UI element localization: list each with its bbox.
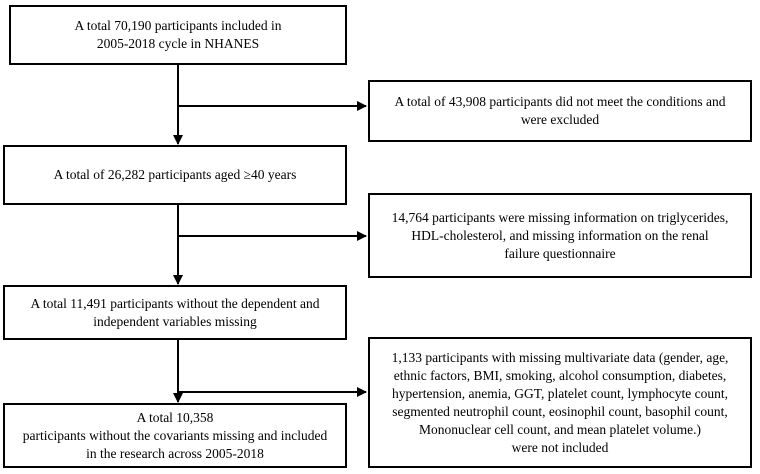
exclusion-text: ethnic factors, BMI, smoking, alcohol consumption, diabetes, (393, 367, 727, 383)
exclusion-box-conditions (368, 80, 752, 142)
exclusion-box-multivariate (368, 337, 752, 468)
step-box-variables (3, 285, 347, 340)
step-text: participants without the covariants missing and included (22, 427, 328, 443)
step-box-final (3, 403, 347, 468)
exclusion-text: segmented neutrophil count, eosinophil count, basophil count, (392, 403, 728, 419)
exclusion-text: Mononuclear cell count, and mean platelet volume.) (419, 421, 701, 437)
exclusion-text: A total of 43,908 participants did not meet the conditions and (394, 94, 726, 109)
exclusion-text: hypertension, anemia, GGT, platelet count, lymphocyte count, (391, 385, 729, 401)
step-text: A total of 26,282 participants aged ≥40 years (53, 167, 297, 182)
step-text: in the research across 2005-2018 (86, 445, 264, 461)
step-text: A total 11,491 participants without the dependent and (30, 295, 320, 311)
exclusion-text: 14,764 participants were missing information on triglycerides, (391, 209, 729, 225)
exclusion-text: were excluded (520, 112, 600, 127)
step-text: independent variables missing (93, 313, 257, 329)
step-text: A total 70,190 participants included in (74, 18, 282, 33)
exclusion-text: failure questionnaire (504, 245, 616, 261)
step-box-aged-40 (3, 145, 347, 205)
exclusion-text: were not included (511, 439, 609, 455)
exclusion-text: HDL-cholesterol, and missing information on the renal (411, 227, 709, 243)
step-box-initial (9, 5, 347, 65)
exclusion-box-missing-info (368, 193, 752, 278)
exclusion-text: 1,133 participants with missing multivariate data (gender, age, (391, 349, 729, 365)
step-text: A total 10,358 (136, 409, 214, 425)
step-text: 2005-2018 cycle in NHANES (96, 36, 260, 51)
